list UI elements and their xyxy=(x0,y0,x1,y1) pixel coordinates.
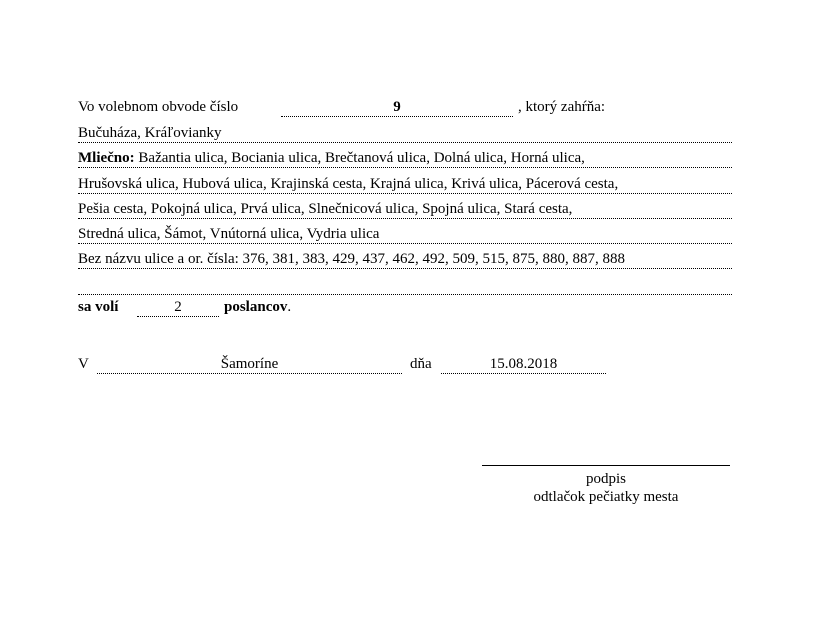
seats-count-field: 2 xyxy=(137,298,219,317)
seats-unit xyxy=(224,298,291,316)
district-intro-label: Vo volebnom obvode číslo xyxy=(78,99,239,115)
stamp-label: odtlačok pečiatky mesta xyxy=(533,489,679,505)
date-label: dňa xyxy=(410,356,432,372)
area-line-4 xyxy=(78,200,732,219)
signature-label: podpis xyxy=(585,471,626,487)
place-field: Šamoríne xyxy=(97,355,402,374)
signature-line xyxy=(482,465,730,466)
area-line-1 xyxy=(78,124,732,143)
seats-label: sa volí xyxy=(78,299,119,315)
date-field: 15.08.2018 xyxy=(441,355,606,374)
area-line-text: Bez názvu ulice a or. čísla: 376, 381, 383, 429, 437, 462, 492, 509, 515, 875, 880, 887, 888 xyxy=(78,251,626,267)
area-line-3 xyxy=(78,175,732,194)
area-line-7-empty xyxy=(78,276,732,295)
area-line-5 xyxy=(78,225,732,244)
district-intro-suffix: , ktorý zahŕňa: xyxy=(518,99,606,115)
area-line-text: Stredná ulica, Šámot, Vnútorná ulica, Vydria ulica xyxy=(78,226,380,242)
area-line-6 xyxy=(78,250,732,269)
place-label: V xyxy=(78,356,89,372)
area-line-text: Bažantia ulica, Bociania ulica, Brečtanová ulica, Dolná ulica, Horná ulica, xyxy=(134,150,585,166)
area-line-2 xyxy=(78,149,732,168)
seats-unit-label: poslancov xyxy=(224,299,288,315)
district-number-field: 9 xyxy=(281,98,513,117)
area-line-text: Bučuháza, Kráľovianky xyxy=(78,125,222,141)
area-line-heading: Mliečno: xyxy=(78,150,135,166)
area-line-text: Hrušovská ulica, Hubová ulica, Krajinská cesta, Krajná ulica, Krivá ulica, Pácerová cesta, xyxy=(78,176,619,192)
seats-period: . xyxy=(287,299,292,315)
area-line-text: Pešia cesta, Pokojná ulica, Prvá ulica, Slnečnicová ulica, Spojná ulica, Stará cesta, xyxy=(78,201,573,217)
